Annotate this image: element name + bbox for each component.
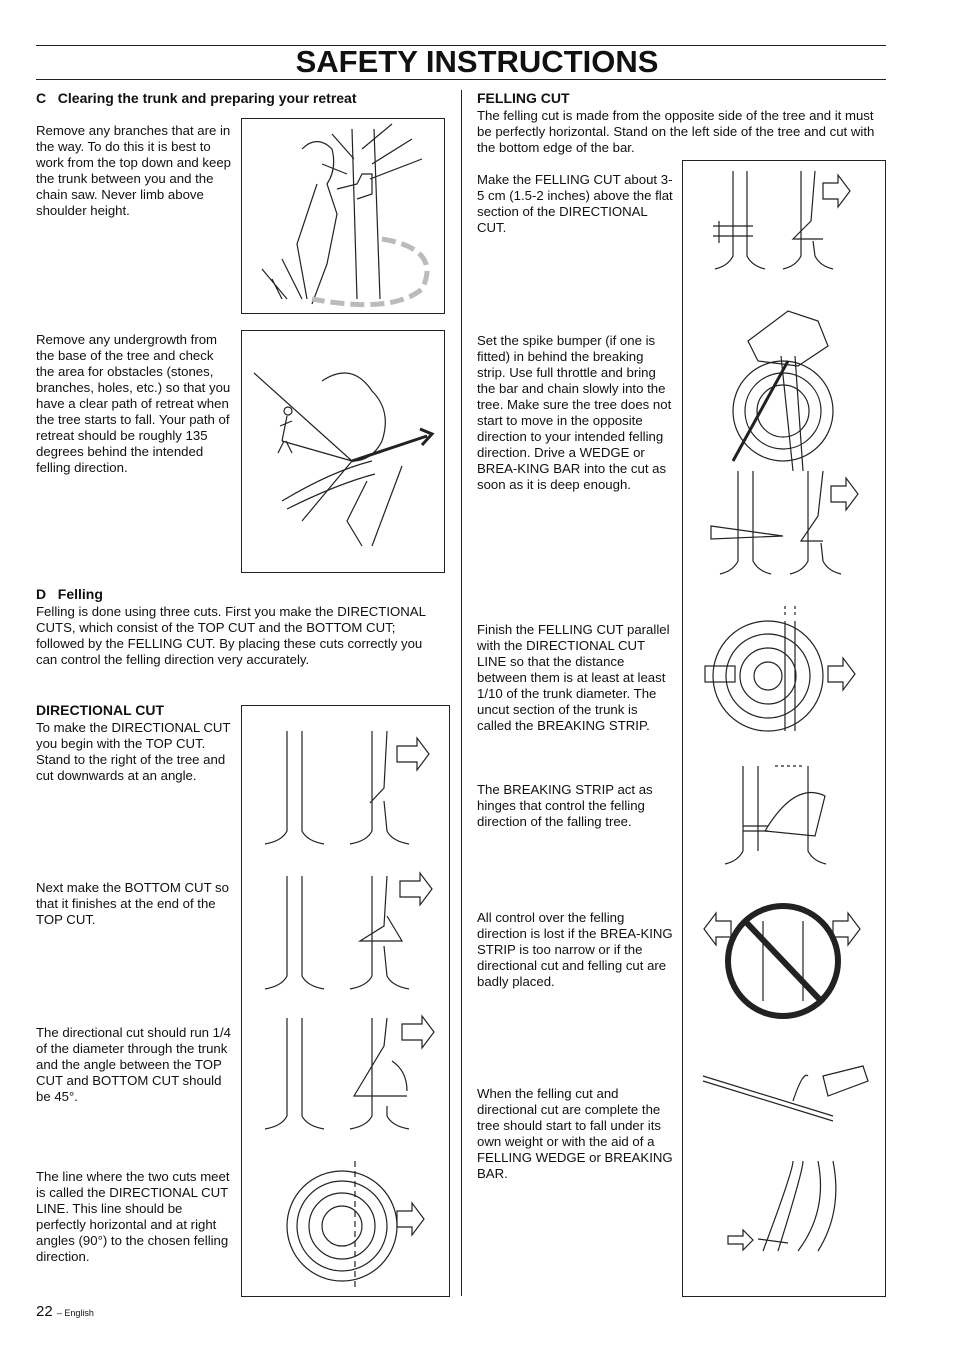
illustration-directional-cut (241, 705, 450, 1297)
d-paragraph: Felling is done using three cuts. First you make the DIRECTIONAL CUTS, which consist of the TOP CUT and the BOTTOM CUT; followed by the FELLING CUT. By placing these cuts correctly you can control the felling direction very accurately. (36, 604, 426, 667)
angle-45-diagram (265, 1016, 434, 1129)
felling-cut-height-diagram (713, 171, 850, 269)
felling-paragraph-5: All control over the felling direction is lost if the BREA-KING STRIP is too narrow or if the directional cut and felling cut are badly placed. (477, 910, 673, 989)
bottom-cut-diagram (265, 873, 432, 989)
illustration-retreat-path (241, 330, 445, 573)
page-footer (36, 1303, 94, 1320)
directional-paragraph-4: The line where the two cuts meet is called the DIRECTIONAL CUT LINE. This line should be perfectly horizontal and at right angles (90°) to the chosen felling direction. (36, 1169, 230, 1264)
c-paragraph-2: Remove any undergrowth from the base of the tree and check the area for obstacles (stones, branches, holes, etc.) so that you have a clear path of retreat when the tree starts to fall. Your path of retreat should be roughly 135 degrees behind the intended felling direction. (36, 332, 231, 475)
felling-tools-diagram (703, 1066, 868, 1121)
page-number: 22 (36, 1303, 53, 1320)
title-rule (36, 79, 886, 80)
felling-paragraph-1: Make the FELLING CUT about 3-5 cm (1.5-2 inches) above the flat section of the DIRECTIONAL CUT. (477, 172, 673, 235)
chainsaw-cutting-diagram (733, 311, 833, 471)
tree-falling-diagram (728, 1161, 836, 1251)
illustration-felling-cut (682, 160, 886, 1297)
wedge-diagram (711, 471, 858, 574)
hinge-diagram (725, 766, 826, 864)
no-control-diagram (704, 906, 860, 1016)
illustration-limbing (241, 118, 445, 314)
felling-intro: The felling cut is made from the opposite side of the tree and it must be perfectly horizontal. Stand on the left side of the tree and cut with the bottom edge of the bar. (477, 108, 875, 155)
felling-paragraph-4: The BREAKING STRIP act as hinges that control the felling direction of the falling tree. (477, 782, 653, 829)
felling-paragraph-3: Finish the FELLING CUT parallel with the DIRECTIONAL CUT LINE so that the distance between them is at least at least 1/10 of the trunk diameter. The uncut section of the trunk is called the BREAKING STRIP. (477, 622, 670, 733)
section-d-heading: D Felling (36, 586, 103, 602)
directional-cut-line-diagram (287, 1161, 424, 1291)
felling-cut-heading: FELLING CUT (477, 90, 570, 106)
footer-language: – English (56, 1308, 94, 1318)
directional-paragraph-2: Next make the BOTTOM CUT so that it finishes at the end of the TOP CUT. (36, 880, 229, 927)
column-divider (461, 90, 462, 1296)
directional-paragraph-3: The directional cut should run 1/4 of the diameter through the trunk and the angle between the TOP CUT and BOTTOM CUT should be 45°. (36, 1025, 231, 1104)
felling-paragraph-6: When the felling cut and directional cut are complete the tree should start to fall under its own weight or with the aid of a FELLING WEDGE or BREAKING BAR. (477, 1086, 673, 1181)
felling-paragraph-2: Set the spike bumper (if one is fitted) in behind the breaking strip. Use full throttle and bring the bar and chain slowly into the tree. Make sure the tree does not start to move in the opposite direction to your intended felling direction. Drive a WEDGE or BREA-KING BAR into the cut as soon as it is deep enough. (477, 333, 672, 492)
section-c-heading: C Clearing the trunk and preparing your retreat (36, 90, 357, 106)
top-cut-diagram (265, 731, 429, 844)
page-title: SAFETY INSTRUCTIONS (295, 44, 659, 79)
c-paragraph-1: Remove any branches that are in the way. To do this it is best to work from the top down and keep the trunk between you and the chain saw. Never limb above shoulder height. (36, 123, 231, 218)
directional-cut-heading: DIRECTIONAL CUT (36, 702, 165, 718)
directional-paragraph-1: To make the DIRECTIONAL CUT you begin with the TOP CUT. Stand to the right of the tree and cut downwards at an angle. (36, 720, 231, 783)
breaking-strip-top-view-diagram (705, 606, 855, 766)
